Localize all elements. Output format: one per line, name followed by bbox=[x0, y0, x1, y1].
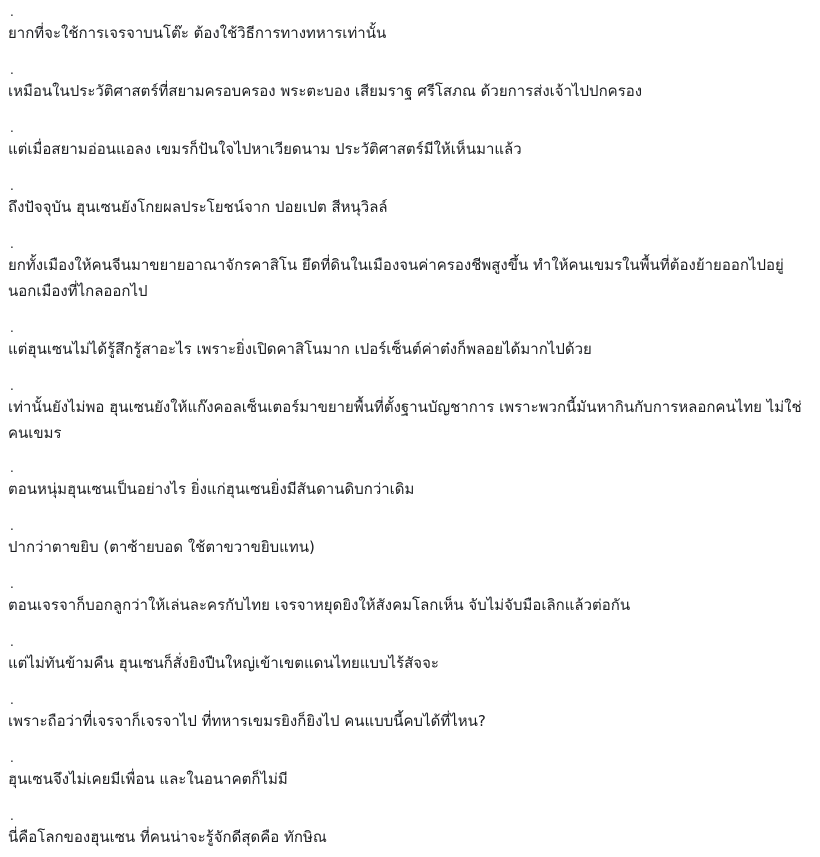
paragraph-1: ยากที่จะใช้การเจรจาบนโต๊ะ ต้องใช้วิธีการทางทหารเท่านั้น bbox=[8, 24, 387, 42]
paragraph-10: ตอนเจรจาก็บอกลูกว่าให้เล่นละครกับไทย เจรจาหยุดยิงให้สังคมโลกเห็น จับไม่จับมือเลิกแล้วต่อกัน bbox=[8, 596, 631, 614]
paragraph-4: ถึงปัจจุบัน ฮุนเซนยังโกยผลประโยชน์จาก ปอยเปต สีหนุวิลล์ bbox=[8, 198, 388, 216]
separator-dot: . bbox=[10, 179, 14, 193]
paragraph-12: เพราะถือว่าที่เจรจาก็เจรจาไป ที่ทหารเขมรยิงก็ยิงไป คนแบบนี้คบได้ที่ไหน? bbox=[8, 712, 486, 730]
paragraph-2: เหมือนในประวัติศาสตร์ที่สยามครอบครอง พระตะบอง เสียมราฐ ศรีโสภณ ด้วยการส่งเจ้าไปปกครอง bbox=[8, 82, 643, 100]
separator-dot: . bbox=[10, 693, 14, 707]
separator-dot: . bbox=[10, 379, 14, 393]
paragraph-8: ตอนหนุ่มฮุนเซนเป็นอย่างไร ยิ่งแก่ฮุนเซนยิ่งมีสันดานดิบกว่าเดิม bbox=[8, 480, 415, 498]
separator-dot: . bbox=[10, 237, 14, 251]
separator-dot: . bbox=[10, 809, 14, 823]
paragraph-5: ยกทั้งเมืองให้คนจีนมาขยายอาณาจักรคาสิโน ยึดที่ดินในเมืองจนค่าครองชีพสูงขึ้น ทำให้คนเขมรในพื้นที่ต้องย้ายออกไปอยู่นอกเมืองที่ไกลออกไป bbox=[8, 256, 784, 300]
paragraph-13: ฮุนเซนจึงไม่เคยมีเพื่อน และในอนาคตก็ไม่มี bbox=[8, 770, 288, 788]
separator-dot: . bbox=[10, 461, 14, 475]
separator-dot: . bbox=[10, 577, 14, 591]
paragraph-3: แต่เมื่อสยามอ่อนแอลง เขมรก็ปันใจไปหาเวียดนาม ประวัติศาสตร์มีให้เห็นมาแล้ว bbox=[8, 140, 522, 158]
separator-dot: . bbox=[10, 63, 14, 77]
paragraph-14: นี่คือโลกของฮุนเซน ที่คนน่าจะรู้จักดีสุดคือ ทักษิณ bbox=[8, 828, 327, 846]
separator-dot: . bbox=[10, 321, 14, 335]
separator-dot: . bbox=[10, 635, 14, 649]
paragraph-9: ปากว่าตาขยิบ (ตาซ้ายบอด ใช้ตาขวาขยิบแทน) bbox=[8, 538, 315, 556]
paragraph-11: แต่ไม่ทันข้ามคืน ฮุนเซนก็สั่งยิงปืนใหญ่เข้าเขตแดนไทยแบบไร้สัจจะ bbox=[8, 654, 439, 672]
separator-dot: . bbox=[10, 121, 14, 135]
separator-dot: . bbox=[10, 5, 14, 19]
paragraph-6: แต่ฮุนเซนไม่ได้รู้สึกรู้สาอะไร เพราะยิ่งเปิดคาสิโนมาก เปอร์เซ็นต์ค่าต๋งก็พลอยได้มากไปด้วย bbox=[8, 340, 592, 358]
separator-dot: . bbox=[10, 519, 14, 533]
paragraph-7: เท่านั้นยังไม่พอ ฮุนเซนยังให้แก๊งคอลเซ็นเตอร์มาขยายพื้นที่ตั้งฐานบัญชาการ เพราะพวกนี้มันหากินกับการหลอกคนไทย ไม่ใช่คนเขมร bbox=[8, 398, 802, 442]
separator-dot: . bbox=[10, 751, 14, 765]
